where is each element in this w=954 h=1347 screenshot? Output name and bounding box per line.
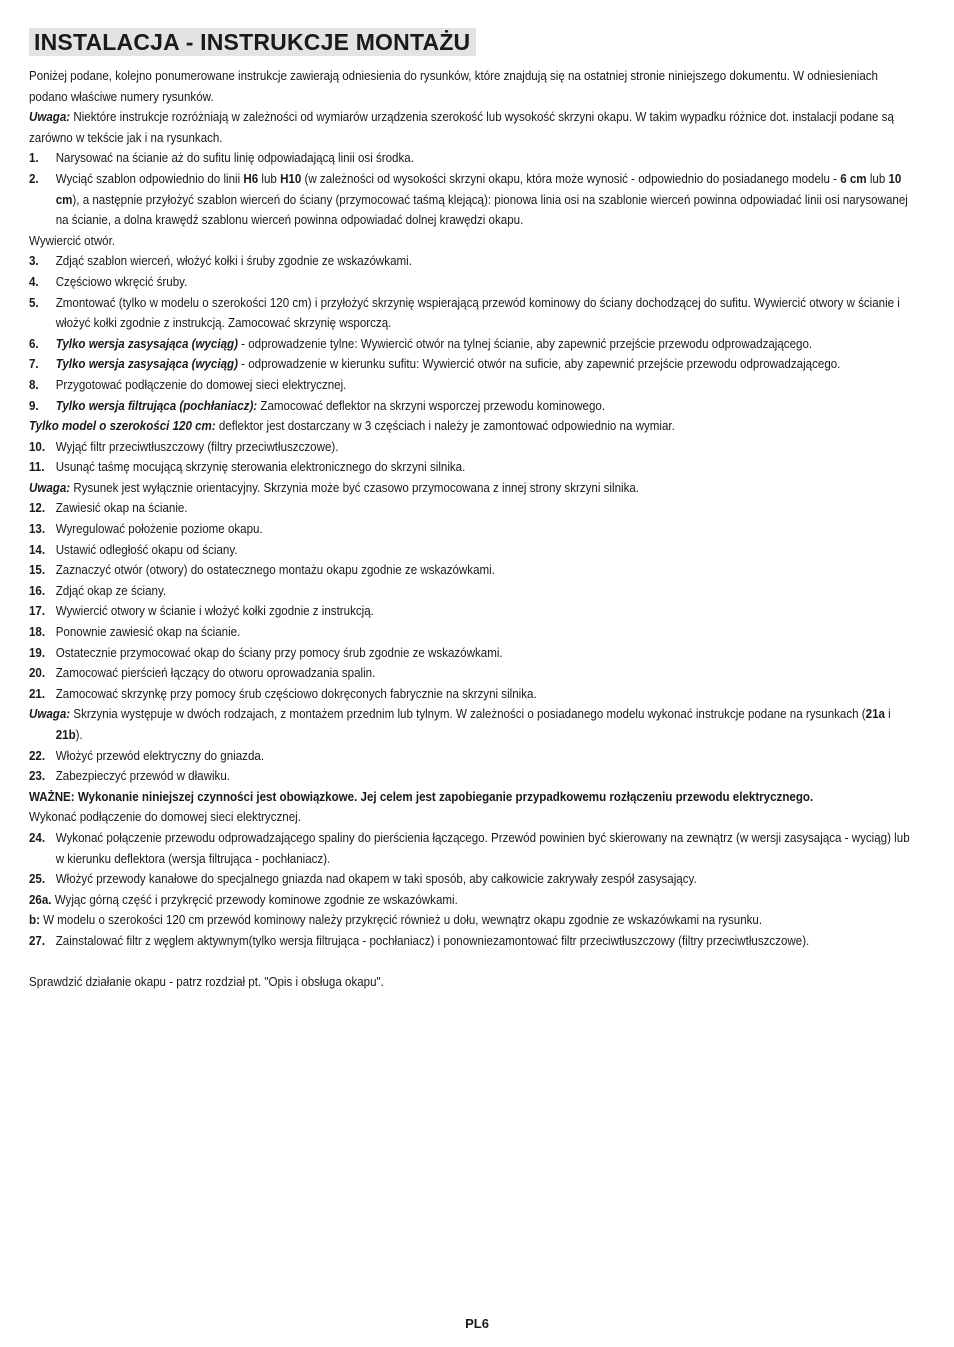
step-2: 2. Wyciąć szablon odpowiednio do linii H6 lub H10 (w zależności od wysokości skrzyni okapu, która może wynosić - odpowiednio do posiadanego modelu - 6 cm lub 10 cm), a następnie przyłożyć szablon wierceń do ściany (przymocować taśmą klejącą): pionowa linia osi na szablonie wierceń powinna odpowiadać linii osi narysowanej na ścianie, a dolna krawędź szablonu wierceń powinna odpowiadać dolnej krawędzi okapu. <box>29 170 908 228</box>
step-7: 7. Tylko wersja zasysająca (wyciąg) - odprowadzenie w kierunku sufitu: Wywiercić otwór na suficie, aby zapewnić przejście przewodu odprowadzającego. <box>29 356 841 372</box>
step-1: 1. Narysować na ścianie aż do sufitu linię odpowiadającą linii osi środka. <box>29 150 414 166</box>
note-3: Uwaga: Skrzynia występuje w dwóch rodzajach, z montażem przednim lub tylnym. W zależności o posiadanego modelu wykonać instrukcje podane na rysunkach (21a i 21b). <box>29 706 891 742</box>
step-27: 27. Zainstalować filtr z węglem aktywnym(tylko wersja filtrująca - pochłaniacz) i ponowniezamontować filtr przeciwtłuszczowy (filtry przeciwtłuszczowe). <box>29 932 810 948</box>
page <box>29 28 909 992</box>
step-11: 11. Usunąć taśmę mocującą skrzynię sterowania elektronicznego do skrzyni silnika. <box>29 459 466 475</box>
step-26b: b: W modelu o szerokości 120 cm przewód kominowy należy przykręcić również u dołu, wewnątrz okapu zgodnie ze wskazówkami na rysunku. <box>29 912 763 928</box>
instructions-body <box>29 66 910 992</box>
step-19: 19. Ostatecznie przymocować okap do ściany przy pomocy śrub zgodnie ze wskazówkami. <box>29 644 503 660</box>
check-operation-line: Sprawdzić działanie okapu - patrz rozdział pt. "Opis i obsługa okapu". <box>29 973 384 989</box>
intro-paragraph: Poniżej podane, kolejno ponumerowane instrukcje zawierają odniesienia do rysunków, które znajdują się na ostatniej stronie niniejszego dokumentu. W odniesieniach podano właściwe numery rysunków. <box>29 68 878 104</box>
step-14: 14. Ustawić odległość okapu od ściany. <box>29 541 238 557</box>
drill-line: Wywiercić otwór. <box>29 232 116 248</box>
page-number: PL6 <box>465 1316 489 1331</box>
step-8: 8. Przygotować podłączenie do domowej sieci elektrycznej. <box>29 376 347 392</box>
step-6: 6. Tylko wersja zasysająca (wyciąg) - odprowadzenie tylne: Wywiercić otwór na tylnej ścianie, aby zapewnić przejście przewodu odprowadzającego. <box>29 335 813 351</box>
step-25: 25. Włożyć przewody kanałowe do specjalnego gniazda nad okapem w taki sposób, aby całkowicie zakrywały zespół zasysający. <box>29 871 697 887</box>
connect-line: Wykonać podłączenie do domowej sieci elektrycznej. <box>29 809 301 825</box>
note-2: Uwaga: Rysunek jest wyłącznie orientacyjny. Skrzynia może być czasowo przymocowana z innej strony skrzyni silnika. <box>29 479 640 495</box>
step-26a: 26a. Wyjąc górną część i przykręcić przewody kominowe zgodnie ze wskazówkami. <box>29 891 458 907</box>
note-label: Uwaga: <box>29 109 71 125</box>
note-1: Uwaga: Niektóre instrukcje rozróżniają w zależności od wymiarów urządzenia szerokość lub wysokość skrzyni okapu. W takim wypadku różnice dot. instalacji podane są zarówno w tekście jak i na rysunkach. <box>29 109 894 145</box>
step-18: 18. Ponownie zawiesić okap na ścianie. <box>29 624 241 640</box>
step-22: 22. Włożyć przewód elektryczny do gniazda. <box>29 747 265 763</box>
step-10: 10. Wyjąć filtr przeciwtłuszczowy (filtry przeciwtłuszczowe). <box>29 438 339 454</box>
step-12: 12. Zawiesić okap na ścianie. <box>29 500 188 516</box>
step-9: 9. Tylko wersja filtrująca (pochłaniacz): Zamocować deflektor na skrzyni wsporczej przewodu kominowego. <box>29 397 606 413</box>
step-20: 20. Zamocować pierścień łączący do otworu oprowadzania spalin. <box>29 665 376 681</box>
important-warning: WAŻNE: Wykonanie niniejszej czynności jest obowiązkowe. Jej celem jest zapobieganie przypadkowemu rozłączeniu przewodu elektrycznego. <box>29 788 814 804</box>
page-title: INSTALACJA - INSTRUKCJE MONTAŻU <box>29 28 476 56</box>
step-24: 24. Wykonać połączenie przewodu odprowadzającego spaliny do pierścienia łączącego. Przewód powinien być skierowany na zewnątrz (w wersji zasysająca - wyciąg) lub w kierunku deflektora (wersja filtrująca - pochłaniacz). <box>29 829 910 866</box>
step-5: 5. Zmontować (tylko w modelu o szerokości 120 cm) i przyłożyć skrzynię wspierającą przewód kominowy do ściany dochodzącej do sufitu. Wywiercić otwory w ścianie i włożyć kołki zgodnie z instrukcją. Zamocować skrzynię wsporczą. <box>29 294 900 331</box>
step-21: 21. Zamocować skrzynkę przy pomocy śrub częściowo dokręconych fabrycznie na skrzyni silnika. <box>29 685 537 701</box>
step-13: 13. Wyregulować położenie poziome okapu. <box>29 521 263 537</box>
step-3: 3. Zdjąć szablon wierceń, włożyć kołki i śruby zgodnie ze wskazówkami. <box>29 253 412 269</box>
step-4: 4. Częściowo wkręcić śruby. <box>29 273 188 289</box>
step-23: 23. Zabezpieczyć przewód w dławiku. <box>29 768 230 784</box>
model-120-note: Tylko model o szerokości 120 cm: deflektor jest dostarczany w 3 częściach i należy je zamontować odpowiednio na wymiar. <box>29 418 675 434</box>
step-16: 16. Zdjąć okap ze ściany. <box>29 582 167 598</box>
step-15: 15. Zaznaczyć otwór (otwory) do ostatecznego montażu okapu zgodnie ze wskazówkami. <box>29 562 495 578</box>
step-17: 17. Wywiercić otwory w ścianie i włożyć kołki zgodnie z instrukcją. <box>29 603 374 619</box>
